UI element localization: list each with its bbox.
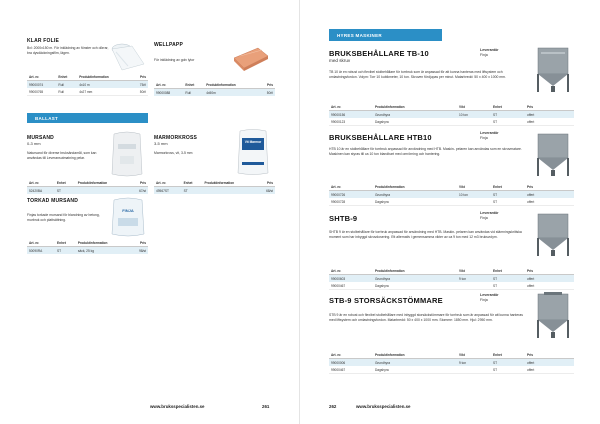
cell: ST	[491, 275, 525, 283]
cell: Rull	[56, 81, 77, 89]
product-title: SHTB-9	[329, 214, 358, 223]
cell: ST	[491, 118, 525, 126]
mursand-title: MURSAND	[27, 135, 54, 141]
table-row	[329, 111, 574, 119]
col-produktinfo: Produktinformation	[373, 268, 457, 275]
product-supplier	[480, 131, 499, 141]
table-row	[27, 187, 148, 195]
cell: 99000088	[154, 89, 183, 97]
table-row	[329, 198, 574, 206]
col-produktinfo: Produktinformation	[203, 180, 258, 187]
col-vikt: Vikt	[457, 184, 491, 191]
cell: 99000726	[329, 191, 373, 199]
klar-folie-table	[27, 74, 148, 96]
col-pris: Pris	[257, 180, 275, 187]
col-enhet: Enhet	[182, 180, 203, 187]
hyresmaskiner-section-band	[329, 29, 442, 41]
cell: ST	[491, 282, 525, 290]
torkad-mursand-description: Finjas torkade mursand för blandning av betong, murbruk och plattsättning.	[27, 213, 100, 222]
product-photo	[532, 132, 574, 178]
col-produktinfo: Produktinformation	[373, 184, 457, 191]
cell: 10 ton	[457, 191, 491, 199]
table-row	[27, 88, 148, 96]
col-pris: Pris	[525, 184, 574, 191]
table-row	[329, 282, 574, 290]
col-produktinfo: Produktinformation	[373, 104, 457, 111]
product-table	[329, 184, 574, 206]
table-row	[329, 359, 574, 367]
supplier-value: Finja	[480, 136, 488, 140]
right-footer-url: www.bruksspecialisten.se	[356, 404, 411, 409]
supplier-label: Leverantör	[480, 293, 499, 297]
product-title: BRUKSBEHÅLLARE TB-10	[329, 49, 429, 58]
cell	[457, 282, 491, 290]
col-artnr: Art. nr.	[329, 352, 373, 359]
supplier-value: Finja	[480, 298, 488, 302]
col-enhet: Enhet	[491, 184, 525, 191]
supplier-label: Leverantör	[480, 48, 499, 52]
cell: Grundhyra	[373, 111, 457, 119]
cell: 50/rl	[258, 89, 275, 97]
cell: 99000467	[329, 282, 373, 290]
col-pris: Pris	[130, 180, 148, 187]
product-photo	[532, 46, 574, 94]
cell: ST	[55, 247, 76, 255]
col-pris: Pris	[525, 352, 574, 359]
marmorkross-photo	[236, 128, 270, 176]
cell: 4x10 m	[77, 81, 131, 89]
cell: Dagshyra	[373, 198, 457, 206]
right-page	[300, 0, 600, 424]
torkad-mursand-title: TORKAD MURSAND	[27, 198, 79, 204]
product-title: BRUKSBEHÅLLARE HTB10	[329, 133, 432, 142]
product-table	[329, 104, 574, 126]
cell: 99000603	[329, 275, 373, 283]
table-row	[329, 366, 574, 374]
cell: ST	[491, 111, 525, 119]
col-artnr: Art. nr.	[27, 180, 55, 187]
col-enhet: Enhet	[491, 352, 525, 359]
cell: Grundhyra	[373, 359, 457, 367]
col-artnr: Art. nr.	[329, 104, 373, 111]
product-subtitle: med skruv	[329, 58, 351, 63]
col-produktinfo: Produktinformation	[77, 74, 131, 81]
col-pris: Pris	[525, 268, 574, 275]
mursand-subtitle: 0-3 mm	[27, 141, 41, 146]
cell: Rull	[56, 88, 77, 96]
cell: offert	[525, 275, 574, 283]
cell: 52420BA	[27, 187, 55, 195]
col-vikt: Vikt	[457, 268, 491, 275]
cell: offert	[525, 366, 574, 374]
cell: 49567ST	[154, 187, 182, 195]
cell: 99000728	[329, 198, 373, 206]
cell: offert	[525, 111, 574, 119]
ballast-band-label: BALLAST	[35, 115, 59, 121]
cell: 75/rl	[131, 81, 148, 89]
col-artnr: Art. nr.	[329, 184, 373, 191]
product-photo	[532, 212, 574, 258]
cell: 4x50m	[204, 89, 258, 97]
col-produktinfo: Produktinformation	[204, 82, 258, 89]
product-description: TB 10 är en robust och flexibel stolbehållare för torrbruk som är anpassad för att kunna hanteras med liftsystem och omlastningsfordon. Volym: Torr 10 kubikmeter, 10 ton. Skruven fördjupas per minut. Matarbredd: 50 x 400 x 1000 mm.	[329, 70, 506, 79]
col-vikt: Vikt	[457, 104, 491, 111]
col-pris: Pris	[258, 82, 275, 89]
cell: 99000123	[329, 118, 373, 126]
col-enhet: Enhet	[55, 240, 76, 247]
cell	[457, 198, 491, 206]
cell: 67/st	[130, 187, 148, 195]
col-pris: Pris	[525, 104, 574, 111]
table-row	[27, 81, 148, 89]
cell: 98/st	[130, 247, 148, 255]
cell	[76, 187, 131, 195]
cell: Dagshyra	[373, 118, 457, 126]
cell: ST	[491, 359, 525, 367]
col-vikt: Vikt	[457, 352, 491, 359]
col-produktinfo: Produktinformation	[373, 352, 457, 359]
col-artnr: Art. nr.	[329, 268, 373, 275]
product-description: STB 9 är en robust och flexibel stolbehållare med inbyggd storsäckstömmare för torrbruk som är anpassad för att kunna hanteras med liftsystem och omlastningsfordon. Matarbredd: 50 x 400 x 1000 mm. Stomme: 1850 mm. Hjul: 2950 mm.	[329, 313, 523, 322]
cell: säck, 25 kg	[76, 247, 130, 255]
cell: offert	[525, 118, 574, 126]
col-artnr: Art. nr.	[154, 180, 182, 187]
torkad-mursand-table	[27, 240, 148, 254]
ballast-section-band	[27, 113, 148, 123]
supplier-label: Leverantör	[480, 211, 499, 215]
right-page-number: 262	[329, 404, 337, 409]
cell: 4x27 mm	[77, 88, 131, 96]
cell: Rull	[183, 89, 204, 97]
cell: 99000765	[27, 88, 56, 96]
col-enhet: Enhet	[491, 104, 525, 111]
table-row	[154, 187, 275, 195]
mursand-photo	[110, 130, 144, 178]
product-description: HTB 10 är en stolbehållare för torrbruk anpassad för användning med HTB. Maskin- pelaren kan användas som en skruvmatare. Maskinen kan styras till ca 10 ton blandbart med omrörning och hantering.	[329, 147, 522, 156]
wellpapp-photo	[228, 44, 272, 74]
col-produktinfo: Produktinformation	[76, 180, 131, 187]
product-supplier	[480, 293, 499, 303]
cell: 10 ton	[457, 111, 491, 119]
cell: offert	[525, 191, 574, 199]
col-pris: Pris	[130, 240, 148, 247]
product-supplier	[480, 211, 499, 221]
marmorkross-description: Marmorkross, vit, 3-5 mm	[154, 151, 193, 155]
cell: ST	[491, 198, 525, 206]
cell: 50/rl	[131, 88, 148, 96]
cell: 9 ton	[457, 359, 491, 367]
table-row	[27, 247, 148, 255]
col-artnr: Art. nr.	[154, 82, 183, 89]
cell: 99000156	[329, 111, 373, 119]
col-artnr: Art. nr.	[27, 74, 56, 81]
marmorkross-subtitle: 3-5 mm	[154, 141, 168, 146]
product-table	[329, 268, 574, 290]
cell: 99000467	[329, 366, 373, 374]
cell: offert	[525, 282, 574, 290]
cell: ST	[491, 366, 525, 374]
product-table	[329, 352, 574, 374]
col-produktinfo: Produktinformation	[76, 240, 130, 247]
torkad-mursand-bag-label: FINJA	[122, 208, 134, 213]
supplier-value: Finja	[480, 216, 488, 220]
wellpapp-table	[154, 82, 275, 96]
cell: 9 ton	[457, 275, 491, 283]
cell: offert	[525, 359, 574, 367]
klar-folie-photo	[108, 40, 148, 72]
cell: Grundhyra	[373, 191, 457, 199]
mursand-description: Natursand för diverse bruksändamål, som kan användas till Leveransutmatning pelar.	[27, 151, 97, 160]
col-enhet: Enhet	[183, 82, 204, 89]
product-title: STB-9 STORSÄCKSTÖMMARE	[329, 296, 443, 305]
torkad-mursand-photo	[110, 196, 146, 238]
klar-folie-description: Bxl: 2000x150 m. För inklädning av fönster och dörrar, bra dysdäckningsfilm, lägen.	[27, 46, 109, 55]
cell	[457, 118, 491, 126]
cell: Dagshyra	[373, 282, 457, 290]
marmorkross-title: MARMORKROSS	[154, 135, 198, 141]
col-pris: Pris	[131, 74, 148, 81]
supplier-value: Finja	[480, 53, 488, 57]
cell: Dagshyra	[373, 366, 457, 374]
cell	[457, 366, 491, 374]
marmorkross-bag-label: Vit Marmor	[244, 140, 262, 144]
table-row	[329, 118, 574, 126]
col-artnr: Art. nr.	[27, 240, 55, 247]
cell: 50090RA	[27, 247, 55, 255]
table-row	[154, 89, 275, 97]
cell: Grundhyra	[373, 275, 457, 283]
wellpapp-description: För inklädning av golv lytor	[154, 58, 195, 62]
col-enhet: Enhet	[56, 74, 77, 81]
left-page-number: 261	[262, 404, 270, 409]
wellpapp-title: WELLPAPP	[154, 42, 184, 48]
col-enhet: Enhet	[491, 268, 525, 275]
cell: 99000006	[329, 359, 373, 367]
product-photo	[532, 292, 574, 340]
table-row	[329, 191, 574, 199]
cell: 68/st	[257, 187, 275, 195]
cell: ST	[182, 187, 203, 195]
hyresmaskiner-band-label: HYRES MASKINER	[337, 32, 382, 38]
marmorkross-table	[154, 180, 275, 194]
cell: ST	[491, 191, 525, 199]
cell: ST	[55, 187, 76, 195]
product-supplier	[480, 48, 499, 58]
product-description: SHTB 9 är en stolbehållare för torrbruk anpassad för användning med HTB. Maskin- pelaren kan användas vid stämningskritiska moment som har inbyggd skruvdosering. Ett alternativ i gemensamma vikter av ca 9 ton med 12 m3 bruksvolym.	[329, 230, 522, 239]
table-row	[329, 275, 574, 283]
klar-folie-title: KLAR FOLIE	[27, 38, 59, 44]
left-footer-url: www.bruksspecialisten.se	[150, 404, 205, 409]
cell	[203, 187, 258, 195]
cell: 99000074	[27, 81, 56, 89]
cell: offert	[525, 198, 574, 206]
supplier-label: Leverantör	[480, 131, 499, 135]
col-enhet: Enhet	[55, 180, 76, 187]
mursand-table	[27, 180, 148, 194]
